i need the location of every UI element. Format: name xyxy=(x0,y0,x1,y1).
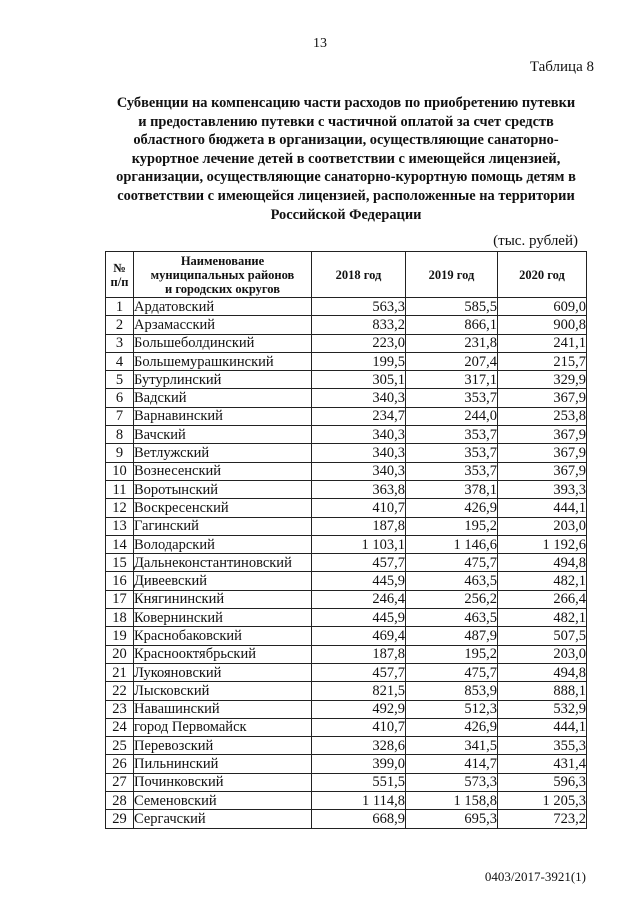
value-2019: 207,4 xyxy=(406,352,498,370)
value-2019: 426,9 xyxy=(406,718,498,736)
value-2020: 482,1 xyxy=(498,609,587,627)
value-2019: 695,3 xyxy=(406,810,498,828)
table-row xyxy=(106,407,587,425)
row-number: 1 xyxy=(106,298,134,316)
district-name: Дивеевский xyxy=(134,572,312,590)
value-2020: 596,3 xyxy=(498,773,587,791)
value-2019: 463,5 xyxy=(406,572,498,590)
row-number: 4 xyxy=(106,352,134,370)
value-2020: 241,1 xyxy=(498,334,587,352)
value-2018: 821,5 xyxy=(312,682,406,700)
table-row xyxy=(106,773,587,791)
header-number: № п/п xyxy=(106,252,134,298)
value-2018: 492,9 xyxy=(312,700,406,718)
district-name: Краснооктябрьский xyxy=(134,645,312,663)
table-row xyxy=(106,645,587,663)
value-2019: 585,5 xyxy=(406,298,498,316)
value-2020: 1 192,6 xyxy=(498,535,587,553)
title-line: организации, осуществляющие санаторно-курортную помощь детям в xyxy=(116,169,576,186)
value-2020: 266,4 xyxy=(498,590,587,608)
district-name: Навашинский xyxy=(134,700,312,718)
district-name: Ковернинский xyxy=(134,609,312,627)
row-number: 9 xyxy=(106,444,134,462)
row-number: 20 xyxy=(106,645,134,663)
document-title xyxy=(96,94,596,224)
value-2020: 393,3 xyxy=(498,480,587,498)
district-name: Сергачский xyxy=(134,810,312,828)
value-2019: 353,7 xyxy=(406,426,498,444)
value-2019: 231,8 xyxy=(406,334,498,352)
table-row xyxy=(106,426,587,444)
value-2020: 1 205,3 xyxy=(498,792,587,810)
table-row xyxy=(106,334,587,352)
row-number: 15 xyxy=(106,554,134,572)
table-row xyxy=(106,480,587,498)
row-number: 19 xyxy=(106,627,134,645)
table-row xyxy=(106,298,587,316)
table-row xyxy=(106,682,587,700)
value-2019: 353,7 xyxy=(406,462,498,480)
units-label: (тыс. рублей) xyxy=(493,233,578,249)
value-2019: 573,3 xyxy=(406,773,498,791)
row-number: 10 xyxy=(106,462,134,480)
value-2018: 340,3 xyxy=(312,462,406,480)
row-number: 2 xyxy=(106,316,134,334)
district-name: Гагинский xyxy=(134,517,312,535)
table-body xyxy=(106,298,587,829)
value-2019: 414,7 xyxy=(406,755,498,773)
district-name: Володарский xyxy=(134,535,312,553)
row-number: 27 xyxy=(106,773,134,791)
value-2020: 203,0 xyxy=(498,517,587,535)
table-row xyxy=(106,316,587,334)
value-2020: 900,8 xyxy=(498,316,587,334)
value-2019: 463,5 xyxy=(406,609,498,627)
header-name: Наименование муниципальных районов и городских округов xyxy=(134,252,312,298)
district-name: Воскресенский xyxy=(134,499,312,517)
value-2018: 668,9 xyxy=(312,810,406,828)
district-name: Дальнеконстантиновский xyxy=(134,554,312,572)
value-2019: 512,3 xyxy=(406,700,498,718)
table-row xyxy=(106,462,587,480)
value-2020: 494,8 xyxy=(498,663,587,681)
district-name: Лукояновский xyxy=(134,663,312,681)
title-line: Субвенции на компенсацию части расходов по приобретению путевки xyxy=(116,95,576,111)
district-name: Починковский xyxy=(134,773,312,791)
table-row xyxy=(106,590,587,608)
value-2019: 256,2 xyxy=(406,590,498,608)
district-name: Вачский xyxy=(134,426,312,444)
value-2018: 223,0 xyxy=(312,334,406,352)
table-row xyxy=(106,755,587,773)
value-2020: 329,9 xyxy=(498,371,587,389)
value-2018: 457,7 xyxy=(312,663,406,681)
row-number: 6 xyxy=(106,389,134,407)
district-name: Вознесенский xyxy=(134,462,312,480)
value-2020: 444,1 xyxy=(498,499,587,517)
value-2020: 367,9 xyxy=(498,462,587,480)
value-2020: 532,9 xyxy=(498,700,587,718)
row-number: 22 xyxy=(106,682,134,700)
district-name: Семеновский xyxy=(134,792,312,810)
page-number: 13 xyxy=(313,36,327,51)
district-name: Княгининский xyxy=(134,590,312,608)
value-2018: 563,3 xyxy=(312,298,406,316)
district-name: Бутурлинский xyxy=(134,371,312,389)
title-line: Российской Федерации xyxy=(270,206,422,223)
value-2020: 431,4 xyxy=(498,755,587,773)
district-name: Краснобаковский xyxy=(134,627,312,645)
value-2019: 426,9 xyxy=(406,499,498,517)
row-number: 21 xyxy=(106,663,134,681)
value-2018: 187,8 xyxy=(312,517,406,535)
value-2018: 199,5 xyxy=(312,352,406,370)
value-2018: 340,3 xyxy=(312,444,406,462)
row-number: 16 xyxy=(106,572,134,590)
row-number: 18 xyxy=(106,609,134,627)
header-2020: 2020 год xyxy=(498,252,587,298)
value-2019: 353,7 xyxy=(406,389,498,407)
value-2019: 244,0 xyxy=(406,407,498,425)
value-2019: 866,1 xyxy=(406,316,498,334)
document-code: 0403/2017-3921(1) xyxy=(484,869,586,884)
table-row xyxy=(106,718,587,736)
value-2019: 475,7 xyxy=(406,554,498,572)
value-2018: 445,9 xyxy=(312,609,406,627)
value-2019: 487,9 xyxy=(406,627,498,645)
table-row xyxy=(106,737,587,755)
district-name: Перевозский xyxy=(134,737,312,755)
title-line: и предоставлению путевки с частичной оплатой за счет средств xyxy=(138,113,554,130)
value-2019: 195,2 xyxy=(406,517,498,535)
table-row xyxy=(106,810,587,828)
value-2018: 187,8 xyxy=(312,645,406,663)
header-2019: 2019 год xyxy=(406,252,498,298)
district-name: Вадский xyxy=(134,389,312,407)
value-2018: 1 103,1 xyxy=(312,535,406,553)
value-2020: 367,9 xyxy=(498,426,587,444)
value-2018: 234,7 xyxy=(312,407,406,425)
row-number: 17 xyxy=(106,590,134,608)
value-2019: 317,1 xyxy=(406,371,498,389)
district-name: Лысковский xyxy=(134,682,312,700)
district-name: Воротынский xyxy=(134,480,312,498)
table-row xyxy=(106,389,587,407)
table-row xyxy=(106,517,587,535)
district-name: Большеболдинский xyxy=(134,334,312,352)
row-number: 5 xyxy=(106,371,134,389)
value-2018: 246,4 xyxy=(312,590,406,608)
row-number: 14 xyxy=(106,535,134,553)
table-header-row xyxy=(106,252,587,298)
table-row xyxy=(106,535,587,553)
table-row xyxy=(106,663,587,681)
value-2018: 340,3 xyxy=(312,426,406,444)
title-line: областного бюджета в организации, осуществляющие санаторно- xyxy=(133,132,559,149)
table-label: Таблица 8 xyxy=(529,59,594,75)
table-row xyxy=(106,572,587,590)
row-number: 3 xyxy=(106,334,134,352)
row-number: 13 xyxy=(106,517,134,535)
row-number: 7 xyxy=(106,407,134,425)
value-2020: 494,8 xyxy=(498,554,587,572)
value-2018: 410,7 xyxy=(312,718,406,736)
table-row xyxy=(106,609,587,627)
table-row xyxy=(106,792,587,810)
value-2020: 253,8 xyxy=(498,407,587,425)
row-number: 12 xyxy=(106,499,134,517)
value-2020: 355,3 xyxy=(498,737,587,755)
row-number: 24 xyxy=(106,718,134,736)
value-2018: 833,2 xyxy=(312,316,406,334)
table-row xyxy=(106,554,587,572)
value-2020: 888,1 xyxy=(498,682,587,700)
title-line: соответствии с имеющейся лицензией, расположенные на территории xyxy=(117,187,575,204)
table-row xyxy=(106,352,587,370)
value-2020: 723,2 xyxy=(498,810,587,828)
district-name: город Первомайск xyxy=(134,718,312,736)
header-2018: 2018 год xyxy=(312,252,406,298)
value-2018: 457,7 xyxy=(312,554,406,572)
value-2018: 410,7 xyxy=(312,499,406,517)
value-2018: 305,1 xyxy=(312,371,406,389)
value-2018: 328,6 xyxy=(312,737,406,755)
value-2020: 609,0 xyxy=(498,298,587,316)
district-name: Арзамасский xyxy=(134,316,312,334)
district-name: Большемурашкинский xyxy=(134,352,312,370)
row-number: 25 xyxy=(106,737,134,755)
row-number: 23 xyxy=(106,700,134,718)
row-number: 8 xyxy=(106,426,134,444)
value-2020: 444,1 xyxy=(498,718,587,736)
value-2019: 1 146,6 xyxy=(406,535,498,553)
district-name: Ардатовский xyxy=(134,298,312,316)
value-2018: 399,0 xyxy=(312,755,406,773)
value-2020: 203,0 xyxy=(498,645,587,663)
value-2019: 353,7 xyxy=(406,444,498,462)
value-2019: 475,7 xyxy=(406,663,498,681)
table-row xyxy=(106,499,587,517)
district-name: Варнавинский xyxy=(134,407,312,425)
district-name: Ветлужский xyxy=(134,444,312,462)
value-2018: 551,5 xyxy=(312,773,406,791)
value-2019: 1 158,8 xyxy=(406,792,498,810)
value-2019: 378,1 xyxy=(406,480,498,498)
row-number: 26 xyxy=(106,755,134,773)
value-2019: 195,2 xyxy=(406,645,498,663)
title-line: курортное лечение детей в соответствии с имеющейся лицензией, xyxy=(131,150,561,167)
row-number: 28 xyxy=(106,792,134,810)
value-2018: 1 114,8 xyxy=(312,792,406,810)
value-2018: 445,9 xyxy=(312,572,406,590)
value-2018: 469,4 xyxy=(312,627,406,645)
table-row xyxy=(106,371,587,389)
row-number: 29 xyxy=(106,810,134,828)
district-name: Пильнинский xyxy=(134,755,312,773)
value-2019: 341,5 xyxy=(406,737,498,755)
table-row xyxy=(106,444,587,462)
value-2020: 507,5 xyxy=(498,627,587,645)
value-2019: 853,9 xyxy=(406,682,498,700)
value-2018: 340,3 xyxy=(312,389,406,407)
value-2020: 215,7 xyxy=(498,352,587,370)
row-number: 11 xyxy=(106,480,134,498)
value-2018: 363,8 xyxy=(312,480,406,498)
value-2020: 367,9 xyxy=(498,444,587,462)
table-row xyxy=(106,627,587,645)
value-2020: 482,1 xyxy=(498,572,587,590)
value-2020: 367,9 xyxy=(498,389,587,407)
subvention-table xyxy=(105,251,587,829)
table-row xyxy=(106,700,587,718)
